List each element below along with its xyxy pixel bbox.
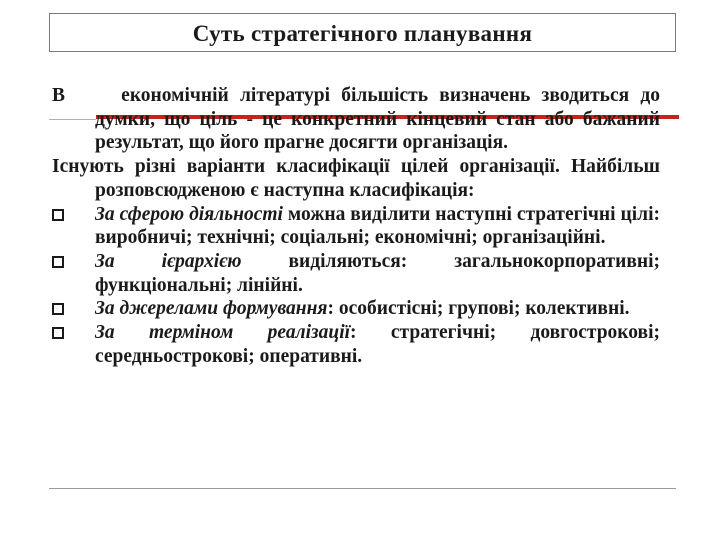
paragraph-classification-text: Існують різні варіанти класифікації цілей організації. Найбільш розповсюдженою є наступна класифікація:: [52, 156, 660, 201]
square-bullet-icon: [52, 209, 64, 221]
slide-title-text: Суть стратегічного планування: [192, 21, 533, 46]
list-item: [52, 203, 660, 250]
paragraph-definition-text: економічній літературі більшість визначень зводиться до думки, що ціль - це конкретний кінцевий стан або бажаний результат, що його прагне досягти організація.: [95, 85, 661, 154]
slide-title: [49, 13, 676, 52]
list-item: [52, 297, 660, 321]
paragraph-classification: [52, 155, 660, 202]
list-item-text: можна виділити наступні стратегічні цілі: виробничі; технічні; соціальні; економічні; організаційні.: [95, 203, 660, 249]
list-item-text: : стратегічні; довгострокові; середньострокові; оперативні.: [95, 322, 660, 367]
bottom-divider-line: [49, 488, 676, 489]
list-item-lead: За сферою діяльності: [95, 203, 283, 225]
slide-body: [52, 84, 660, 368]
square-bullet-icon: [52, 303, 64, 315]
classification-list: [52, 203, 660, 369]
list-item-text: виділяються: загальнокорпоративні; функціональні; лінійні.: [95, 250, 661, 296]
square-bullet-icon: [52, 327, 64, 339]
list-item: [52, 321, 660, 368]
list-item-lead: За ієрархією: [95, 250, 242, 272]
list-item-text: : особистісні; групові; колективні.: [327, 298, 630, 320]
paragraph-definition: [52, 84, 660, 155]
square-bullet-icon: [52, 256, 64, 268]
list-item-lead: За терміном реалізації: [95, 322, 351, 344]
paragraph-first-word: В: [52, 85, 66, 106]
list-item-lead: За джерелами формування: [95, 298, 328, 320]
list-item: [52, 250, 660, 297]
